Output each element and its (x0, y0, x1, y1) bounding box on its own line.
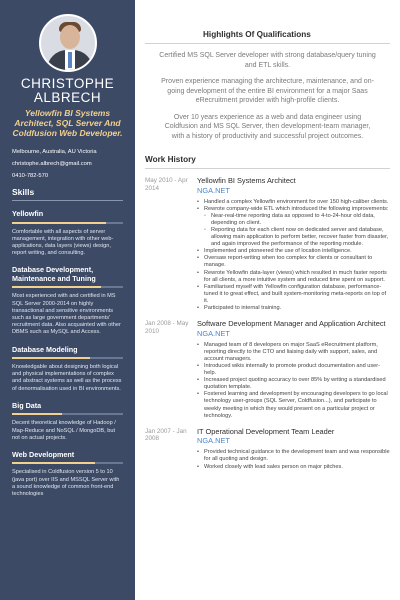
skill-level-fill (12, 462, 95, 464)
highlight-paragraph: Over 10 years experience as a web and data engineer using Coldfusion and MS SQL Server, then development-team manager, with a history of productivity and successful project outcomes. (164, 113, 371, 140)
job-entry (145, 428, 390, 471)
job-body (197, 428, 390, 471)
sidebar (0, 0, 135, 600)
skill-level-bar (12, 286, 123, 288)
skill-item (12, 266, 123, 336)
company-link[interactable]: NGA.NET (197, 328, 230, 338)
contact-info (0, 138, 135, 182)
job-body (197, 177, 390, 312)
job-title: Software Development Manager and Application Architect (197, 319, 386, 329)
job-bullet: • Oversaw report-writing when too complex for clients or consultant to manage. (197, 255, 390, 269)
candidate-subtitle: Yellowfin BI Systems Architect, SQL Server And Coldfusion Web Developer. (12, 108, 123, 138)
skills-list (0, 210, 135, 498)
main-content (135, 0, 400, 600)
job-bullet: • Worked closely with lead sales person on major pitches. (197, 464, 390, 471)
skill-title: Database Development, Maintenance and Tuning (12, 265, 96, 283)
job-bullet: • Provided technical guidance to the development team and was responsible for all quoting and design. (197, 449, 390, 463)
skill-title: Big Data (12, 400, 42, 410)
skill-item (12, 210, 123, 257)
job-bullet-list (197, 199, 390, 313)
job-bullet: • Familiarised myself with Yellowfin configuration database, performance-tuned it to great effect, and built system-monitoring meta-reports on top of it. (197, 284, 390, 305)
job-bullet: • Implemented and pioneered the use of location intelligence. (197, 248, 390, 255)
work-history-title: Work History (145, 155, 390, 169)
email-text: christophe.albrech@gmail.com (12, 161, 92, 167)
job-bullet-list (197, 342, 390, 420)
location-text: Melbourne, Australia, AU Victoria (12, 149, 97, 155)
skill-description: Most experienced with and certified in MS SQL Server 2000-2014 on highly transactional and sensitive environments such as large government departments' recruitment data. Also acquainted with other DBMS such as MySQL and Access. (12, 293, 121, 336)
skill-title: Yellowfin (12, 209, 44, 218)
company-link[interactable]: NGA.NET (197, 185, 230, 195)
skill-description: Specialised in Coldfusion version 5 to 10 (java port) over IIS and MSSQL Server with a sound knowledge of common front-end technologies (12, 469, 120, 498)
job-bullet: • Rewrote company-wide ETL which introduced the following improvements: (197, 206, 390, 213)
skill-level-bar (12, 357, 123, 359)
job-bullet-list (197, 449, 390, 470)
job-sub-bullet: ◦ Reporting data for each client now on dedicated server and database, allowing main application to perform better, recover faster from disaster, and again improved the performance of the reporting module. (197, 227, 390, 248)
job-entry (145, 177, 390, 312)
skill-title: Web Development (12, 449, 75, 459)
job-title: IT Operational Development Team Leader (197, 426, 335, 436)
job-entry (145, 320, 390, 420)
skill-level-fill (12, 413, 62, 415)
highlights-title: Highlights Of Qualifications (145, 30, 390, 44)
job-bullet: • Fostered learning and development by encouraging developers to go local technology user-groups (SQL Server, Coldfusion...), and participate to weekly meeting in which they would present on a particular project or technology. (197, 391, 390, 419)
skill-description: Knowledgable about designing both logical and physical implementations of complex and abstract systems as well as the process of denormalisation used in BI environments. (12, 364, 122, 392)
skill-level-fill (12, 286, 101, 288)
job-title: Yellowfin BI Systems Architect (197, 176, 296, 185)
job-body (197, 320, 390, 420)
work-history-section (145, 155, 390, 471)
job-bullet: • Managed team of 8 developers on major SaaS eRecruitment platform, reporting directly to the CTO and liaising daily with support, sales, and account managers. (197, 342, 390, 363)
highlight-paragraph: Certified MS SQL Server developer with strong database/query tuning and ETL skills. (159, 52, 376, 69)
phone-text: 0410-782-570 (12, 173, 49, 179)
skill-level-fill (12, 222, 106, 224)
skill-item (12, 402, 123, 442)
skill-title: Database Modeling (12, 344, 78, 354)
skill-description: Comfortable with all aspects of server management, integration with other web-applications, data layers (views) design, report writing, and consulting. (12, 228, 114, 257)
skill-level-bar (12, 222, 123, 224)
jobs-list (145, 177, 390, 471)
job-bullet: • Increased project quoting accuracy to over 85% by writing a standardised quotation template. (197, 377, 390, 391)
avatar (39, 14, 97, 72)
job-dates: Jan 2008 - May 2010 (145, 320, 189, 335)
company-link[interactable]: NGA.NET (197, 436, 230, 446)
job-dates: Jan 2007 - Jan 2008 (145, 427, 187, 443)
skill-item (12, 346, 123, 393)
job-bullet: • Introduced wikis internally to promote product documentation and user-help. (197, 363, 390, 377)
skill-description: Decent theoretical knowledge of Hadoop / Map-Reduce and NoSQL / MongoDB, but not on actual projects. (12, 420, 116, 441)
job-sub-bullet: ◦ Near-real-time reporting data as opposed to 4-to-24-hour old data, depending on client. (197, 213, 390, 227)
skill-level-fill (12, 357, 90, 359)
avatar-container (0, 0, 135, 72)
skill-level-bar (12, 462, 123, 464)
job-bullet: • Rewrote Yellowfin data-layer (views) which resulted in much faster reports for all clients, a more intuitive system and reduced time spent on support. (197, 270, 390, 284)
candidate-name: CHRISTOPHE ALBRECH (20, 76, 115, 105)
highlights-section (145, 30, 390, 141)
job-bullet: • Participated to internal training. (197, 305, 390, 312)
job-bullet: • Handled a complex Yellowfin environment for over 150 high-caliber clients. (197, 199, 390, 206)
skill-level-bar (12, 413, 123, 415)
highlight-paragraph: Proven experience managing the architecture, maintenance, and on-going development of the entire BI environment for a major Saas eRecruitment provider with high-profile clients. (161, 78, 374, 104)
skill-item (12, 451, 123, 498)
job-dates: May 2010 - Apr 2014 (145, 177, 188, 192)
skills-heading: Skills (12, 187, 123, 201)
